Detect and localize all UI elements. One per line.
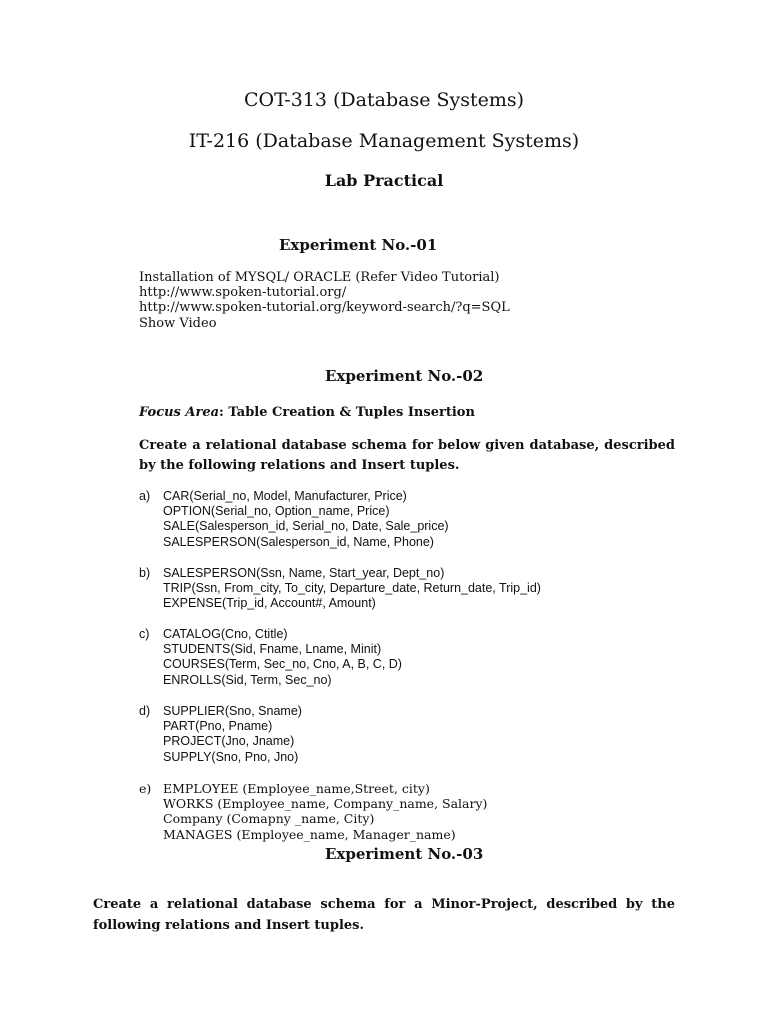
list-item: STUDENTS(Sid, Fname, Lname, Minit) [163,642,382,657]
list-item: CATALOG(Cno, Ctitle) [163,627,288,641]
list-item: EXPENSE(Trip_id, Account#, Amount) [163,596,376,611]
experiment-03-title: Experiment No.-03 [325,845,484,863]
list-marker: d) [139,704,151,718]
focus-area-label: Focus Area [139,405,220,420]
experiment-02-title: Experiment No.-02 [325,367,484,385]
lab-practical-heading: Lab Practical [324,171,444,190]
focus-area-text: : Table Creation & Tuples Insertion [219,405,475,420]
experiment-01-title: Experiment No.-01 [279,236,438,254]
list-item: ENROLLS(Sid, Term, Sec_no) [163,672,332,687]
list-item: TRIP(Ssn, From_city, To_city, Departure_date, Return_date, Trip_id) [163,581,541,596]
list-item: PROJECT(Jno, Jname) [163,734,295,749]
list-item: SUPPLIER(Sno, Sname) [163,704,302,718]
list-marker: c) [139,627,150,641]
list-item: OPTION(Serial_no, Option_name, Price) [163,504,390,519]
exp1-link-spoken-tutorial[interactable]: http://www.spoken-tutorial.org/ [139,285,347,301]
exp1-show-video[interactable]: Show Video [139,315,217,331]
experiment-03-instruction: Create a relational database schema for a Minor-Project, described by the following relations and Insert tuples. [93,897,675,933]
list-item: SALE(Salesperson_id, Serial_no, Date, Sale_price) [163,519,449,534]
exp1-link-keyword-search[interactable]: http://www.spoken-tutorial.org/keyword-search/?q=SQL [139,300,510,316]
list-marker: e) [139,781,152,796]
course-title-it216: IT-216 (Database Management Systems) [188,130,580,152]
list-item: SALESPERSON(Ssn, Name, Start_year, Dept_no) [163,566,445,580]
list-item: Company (Comapny _name, City) [163,811,375,827]
list-marker: a) [139,489,151,503]
list-item: SUPPLY(Sno, Pno, Jno) [163,749,299,764]
list-item: MANAGES (Employee_name, Manager_name) [163,826,456,842]
list-marker: b) [139,566,151,580]
list-item: PART(Pno, Pname) [163,719,273,734]
list-item: EMPLOYEE (Employee_name,Street, city) [163,781,430,796]
list-item: SALESPERSON(Salesperson_id, Name, Phone) [163,534,434,549]
focus-area-line [139,405,475,420]
list-item: COURSES(Term, Sec_no, Cno, A, B, C, D) [163,657,402,672]
exp1-install-line: Installation of MYSQL/ ORACLE (Refer Video Tutorial) [139,270,500,285]
experiment-01-body [139,270,510,331]
list-item: CAR(Serial_no, Model, Manufacturer, Price) [163,489,407,503]
course-title-cot313: COT-313 (Database Systems) [243,89,525,111]
experiment-02-instruction: Create a relational database schema for below given database, described by the following relations and Insert tuples. [139,438,675,473]
list-item: WORKS (Employee_name, Company_name, Salary) [163,796,488,812]
